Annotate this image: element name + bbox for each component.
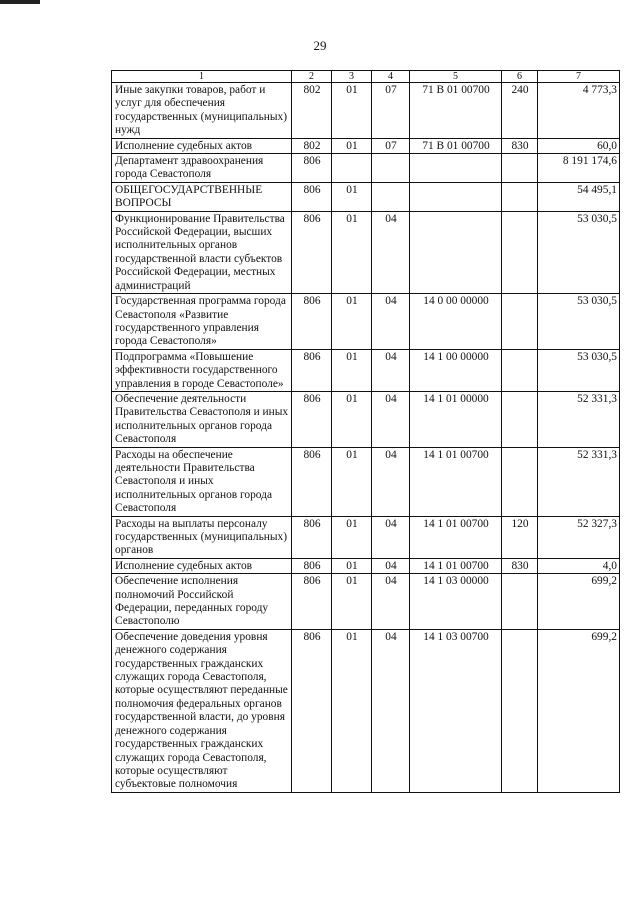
column-header: 5 (410, 71, 502, 83)
cell-ministry-code: 806 (292, 154, 332, 183)
cell-ministry-code: 806 (292, 574, 332, 630)
cell-target-article (410, 154, 502, 183)
cell-target-article (410, 182, 502, 211)
cell-section: 01 (332, 391, 372, 447)
table-row (112, 182, 620, 211)
cell-subsection: 04 (372, 629, 410, 792)
cell-name: Подпрограмма «Повышение эффективности государственного управления в городе Севастополе» (112, 349, 292, 391)
cell-name: Департамент здравоохранения города Севастополя (112, 154, 292, 183)
cell-expense-type (502, 349, 538, 391)
table-body (112, 83, 620, 793)
column-header: 2 (292, 71, 332, 83)
cell-amount: 52 331,3 (538, 447, 620, 516)
table-row (112, 447, 620, 516)
cell-subsection: 04 (372, 574, 410, 630)
cell-amount: 4 773,3 (538, 83, 620, 139)
cell-subsection: 04 (372, 558, 410, 573)
column-header: 6 (502, 71, 538, 83)
table-row (112, 138, 620, 153)
cell-section: 01 (332, 182, 372, 211)
column-header: 7 (538, 71, 620, 83)
cell-expense-type (502, 447, 538, 516)
cell-section: 01 (332, 516, 372, 558)
scan-corner-mark (0, 0, 40, 4)
cell-expense-type (502, 211, 538, 293)
cell-ministry-code: 806 (292, 447, 332, 516)
table-row (112, 516, 620, 558)
cell-name: Обеспечение доведения уровня денежного содержания государственных гражданских служащих города Севастополя, которые осуществляют переданные полномочия федеральных органов государственной власти, до уровня денежного содержания государственных гражданских служащих города Севастополя, которые осуществляют субъектовые полномочия (112, 629, 292, 792)
cell-amount: 54 495,1 (538, 182, 620, 211)
cell-subsection: 04 (372, 349, 410, 391)
cell-subsection: 04 (372, 516, 410, 558)
cell-ministry-code: 806 (292, 349, 332, 391)
page-number: 29 (313, 38, 327, 53)
table-row (112, 349, 620, 391)
cell-target-article: 14 1 01 00700 (410, 516, 502, 558)
column-header: 4 (372, 71, 410, 83)
column-header: 1 (112, 71, 292, 83)
cell-amount: 52 327,3 (538, 516, 620, 558)
cell-name: Расходы на обеспечение деятельности Правительства Севастополя и иных исполнительных органов города Севастополя (112, 447, 292, 516)
cell-expense-type (502, 391, 538, 447)
cell-subsection: 07 (372, 83, 410, 139)
cell-subsection (372, 182, 410, 211)
cell-expense-type (502, 574, 538, 630)
cell-ministry-code: 802 (292, 83, 332, 139)
cell-section: 01 (332, 211, 372, 293)
cell-amount: 52 331,3 (538, 391, 620, 447)
cell-amount: 53 030,5 (538, 294, 620, 350)
cell-expense-type: 830 (502, 558, 538, 573)
table-row (112, 154, 620, 183)
cell-target-article: 14 1 03 00000 (410, 574, 502, 630)
cell-ministry-code: 806 (292, 516, 332, 558)
cell-section: 01 (332, 558, 372, 573)
cell-section: 01 (332, 138, 372, 153)
budget-table (111, 70, 620, 793)
cell-name: Расходы на выплаты персоналу государственных (муниципальных) органов (112, 516, 292, 558)
cell-expense-type (502, 154, 538, 183)
table-row (112, 558, 620, 573)
table-row (112, 294, 620, 350)
cell-subsection: 04 (372, 391, 410, 447)
cell-target-article: 14 1 01 00700 (410, 447, 502, 516)
cell-subsection: 07 (372, 138, 410, 153)
cell-amount: 53 030,5 (538, 211, 620, 293)
cell-amount: 8 191 174,6 (538, 154, 620, 183)
cell-section: 01 (332, 349, 372, 391)
cell-name: Исполнение судебных актов (112, 138, 292, 153)
cell-expense-type (502, 629, 538, 792)
cell-name: Обеспечение деятельности Правительства Севастополя и иных исполнительных органов города Севастополя (112, 391, 292, 447)
cell-target-article: 14 1 01 00000 (410, 391, 502, 447)
cell-amount: 699,2 (538, 574, 620, 630)
table-row (112, 211, 620, 293)
cell-target-article (410, 211, 502, 293)
cell-section: 01 (332, 447, 372, 516)
cell-ministry-code: 802 (292, 138, 332, 153)
cell-subsection (372, 154, 410, 183)
cell-amount: 4,0 (538, 558, 620, 573)
cell-name: Иные закупки товаров, работ и услуг для обеспечения государственных (муниципальных) нужд (112, 83, 292, 139)
cell-ministry-code: 806 (292, 629, 332, 792)
cell-amount: 699,2 (538, 629, 620, 792)
cell-target-article: 14 1 01 00700 (410, 558, 502, 573)
cell-section: 01 (332, 83, 372, 139)
column-header: 3 (332, 71, 372, 83)
cell-subsection: 04 (372, 211, 410, 293)
cell-ministry-code: 806 (292, 294, 332, 350)
cell-expense-type: 120 (502, 516, 538, 558)
cell-name: Функционирование Правительства Российской Федерации, высших исполнительных органов государственной власти субъектов Российской Федерации, местных администраций (112, 211, 292, 293)
cell-target-article: 14 1 03 00700 (410, 629, 502, 792)
table-row (112, 629, 620, 792)
cell-target-article: 71 В 01 00700 (410, 83, 502, 139)
cell-subsection: 04 (372, 294, 410, 350)
cell-section: 01 (332, 294, 372, 350)
table-row (112, 391, 620, 447)
cell-amount: 60,0 (538, 138, 620, 153)
table-row (112, 574, 620, 630)
cell-expense-type: 830 (502, 138, 538, 153)
cell-name: Исполнение судебных актов (112, 558, 292, 573)
cell-section (332, 154, 372, 183)
cell-ministry-code: 806 (292, 211, 332, 293)
cell-target-article: 14 0 00 00000 (410, 294, 502, 350)
cell-ministry-code: 806 (292, 558, 332, 573)
cell-name: Государственная программа города Севастополя «Развитие государственного управления города Севастополя» (112, 294, 292, 350)
cell-name: Обеспечение исполнения полномочий Российской Федерации, переданных городу Севастополю (112, 574, 292, 630)
cell-ministry-code: 806 (292, 391, 332, 447)
cell-name: ОБЩЕГОСУДАРСТВЕННЫЕ ВОПРОСЫ (112, 182, 292, 211)
cell-section: 01 (332, 629, 372, 792)
table-row (112, 83, 620, 139)
table-header-row (112, 71, 620, 83)
cell-expense-type: 240 (502, 83, 538, 139)
cell-section: 01 (332, 574, 372, 630)
cell-subsection: 04 (372, 447, 410, 516)
cell-target-article: 71 В 01 00700 (410, 138, 502, 153)
cell-expense-type (502, 182, 538, 211)
cell-amount: 53 030,5 (538, 349, 620, 391)
cell-ministry-code: 806 (292, 182, 332, 211)
cell-expense-type (502, 294, 538, 350)
cell-target-article: 14 1 00 00000 (410, 349, 502, 391)
